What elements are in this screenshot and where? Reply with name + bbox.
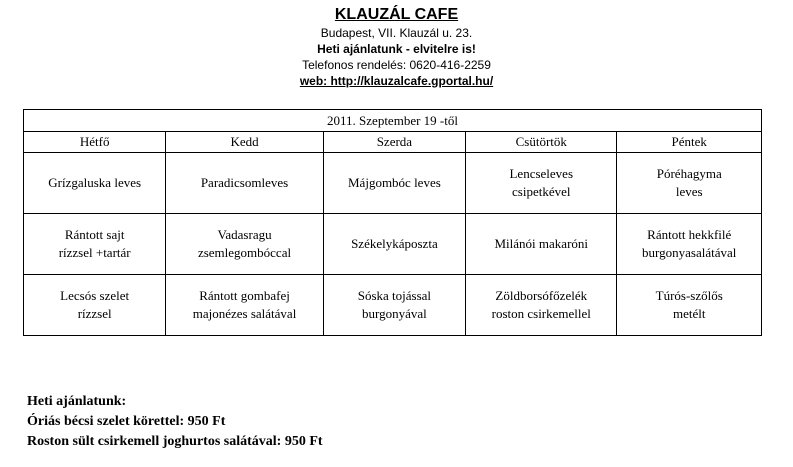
dish-line: rízzsel +tartár	[58, 245, 131, 260]
menu-cell-main1-tuesday	[166, 214, 323, 275]
menu-cell-main1-monday	[24, 214, 166, 275]
cafe-title: KLAUZÁL CAFE	[334, 6, 459, 23]
menu-cell-main2-thursday	[466, 275, 617, 336]
dish-line: metélt	[672, 306, 706, 321]
weekly-offer-item: Óriás bécsi szelet körettel: 950 Ft	[27, 414, 226, 429]
dish-line: burgonyával	[362, 306, 427, 321]
dish-line: rízzsel	[77, 306, 112, 321]
dish-line: Lencseleves	[509, 166, 574, 181]
dish-line: Sóska tojással	[357, 288, 432, 303]
dish-line: roston csirkemellel	[491, 306, 591, 321]
dish-line: csipetkével	[512, 184, 571, 199]
cafe-address: Budapest, VII. Klauzál u. 23.	[320, 26, 473, 40]
weekly-offer-heading: Heti ajánlatunk:	[27, 394, 127, 409]
menu-cell-main1-thursday	[466, 214, 617, 275]
dish-line: zsemlegombóccal	[197, 245, 292, 260]
dish-line: Póréhagyma	[656, 166, 722, 181]
day-header-monday: Hétfő	[24, 132, 166, 153]
dish-line: Májgombóc leves	[348, 175, 441, 190]
dish-line: Rántott hekkfilé	[647, 227, 732, 242]
day-header-wednesday: Szerda	[323, 132, 465, 153]
menu-cell-main2-wednesday	[323, 275, 465, 336]
dish-line: leves	[675, 184, 703, 199]
day-header-thursday: Csütörtök	[466, 132, 617, 153]
menu-cell-main2-friday	[617, 275, 762, 336]
dish-line: Túrós-szőlős	[655, 288, 723, 303]
dish-line: majonézes salátával	[192, 306, 297, 321]
weekly-offer-item: Roston sült csirkemell joghurtos salátával: 950 Ft	[27, 434, 323, 449]
dish-line: Milánói makaróni	[494, 236, 589, 251]
dish-line: burgonyasalátával	[642, 245, 737, 260]
menu-date-header: 2011. Szeptember 19 -től	[24, 110, 762, 132]
cafe-web-link[interactable]: web: http://klauzalcafe.gportal.hu/	[299, 74, 494, 88]
menu-cell-soup-thursday	[466, 153, 617, 214]
weekly-offer-section	[27, 392, 323, 452]
dish-line: Zöldborsófőzelék	[495, 288, 588, 303]
dish-line: Rántott sajt	[64, 227, 125, 242]
cafe-tagline: Heti ajánlatunk - elvitelre is!	[317, 42, 476, 56]
menu-cell-main2-tuesday	[166, 275, 323, 336]
menu-cell-soup-friday	[617, 153, 762, 214]
menu-cell-soup-tuesday	[166, 153, 323, 214]
dish-line: Lecsós szelet	[60, 288, 130, 303]
dish-line: Paradicsomleves	[200, 175, 289, 190]
day-header-friday: Péntek	[617, 132, 762, 153]
menu-cell-main1-friday	[617, 214, 762, 275]
menu-cell-main2-monday	[24, 275, 166, 336]
dish-line: Rántott gombafej	[199, 288, 290, 303]
dish-line: Székelykáposzta	[351, 236, 438, 251]
header	[0, 5, 793, 89]
menu-cell-main1-wednesday	[323, 214, 465, 275]
cafe-phone: Telefonos rendelés: 0620-416-2259	[302, 58, 491, 72]
dish-line: Grízgaluska leves	[48, 175, 142, 190]
dish-line: Vadasragu	[217, 227, 272, 242]
menu-cell-soup-wednesday	[323, 153, 465, 214]
menu-cell-soup-monday	[24, 153, 166, 214]
day-header-tuesday: Kedd	[166, 132, 323, 153]
weekly-menu-table	[23, 109, 762, 336]
